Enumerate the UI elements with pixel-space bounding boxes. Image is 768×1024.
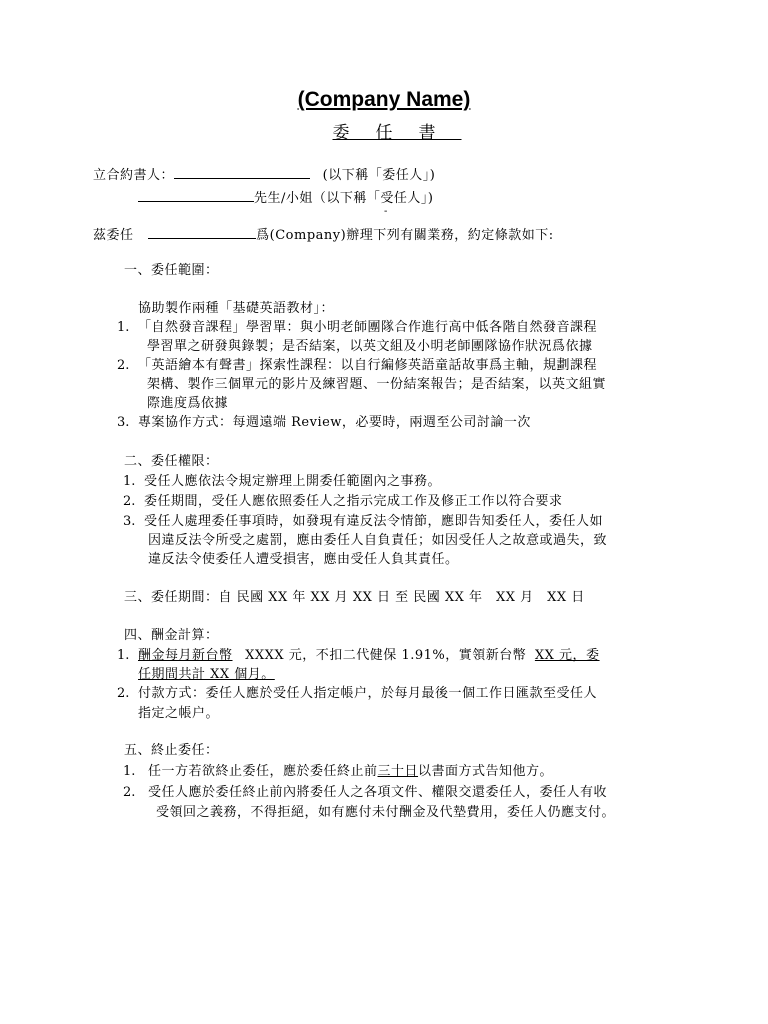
s2-item-1-line1: 受任人應依法令規定辦理上開委任範圍內之事務。 — [144, 474, 442, 489]
principal-blank — [174, 166, 310, 179]
agent-blank — [138, 189, 254, 202]
engage-suffix: 爲(Company)辦理下列有關業務，約定條款如下: — [256, 228, 554, 243]
s1-item-1-line1: 「自然發音課程」學習單：與小明老師團隊合作進行高中低各階自然發音課程 — [138, 320, 598, 335]
s5-item-1-line1 — [148, 764, 553, 780]
s5-item-2-line2: 受領回之義務，不得拒絕，如有應付未付酬金及代墊費用，委任人仍應支付。 — [156, 805, 616, 820]
s1-item-2-num: 2. — [117, 358, 130, 373]
s1-item-1-num: 1. — [117, 320, 130, 335]
party-label: 立合約書人： — [93, 168, 175, 183]
s2-item-3-line2: 因違反法令所受之處罰，應由委任人自負責任；如因受任人之故意或過失，致 — [148, 533, 608, 548]
fee-detail: XXXX 元，不扣二代健保 1.91%，實領新台幣 — [245, 648, 527, 663]
notice-period: 三十日 — [377, 764, 419, 779]
s2-item-3-line3: 違反法令使委任人遭受損害，應由受任人負其責任。 — [148, 552, 459, 567]
s5-item-2-num: 2. — [123, 785, 136, 800]
party-line-1 — [93, 166, 435, 184]
principal-note: (以下稱「委任人」) — [322, 168, 436, 183]
s2-item-2-line1: 委任期間，受任人應依照委任人之指示完成工作及修正工作以符合要求 — [144, 494, 563, 509]
s2-item-3-num: 3. — [123, 514, 136, 529]
s2-item-1-num: 1. — [123, 474, 136, 489]
party-line-2 — [138, 189, 433, 207]
section-3-period: 三、委任期間：自 民國 XX 年 XX 月 XX 日 至 民國 XX 年 XX 月 XX 日 — [124, 590, 585, 605]
page-subtitle: 委任書 — [332, 123, 462, 143]
s4-item-1-line1 — [138, 648, 600, 664]
agent-note: 先生/小姐（以下稱「受任人」) — [254, 191, 434, 206]
s4-item-1-line2: 任期間共計 XX 個月。 — [138, 667, 275, 682]
fee-label: 酬金每月新台幣 — [138, 648, 233, 663]
page-title: (Company Name) — [297, 88, 471, 111]
s4-item-2-num: 2. — [117, 686, 130, 701]
s1-item-3-num: 3. — [117, 415, 130, 430]
termination-notice: 任一方若欲終止委任，應於委任終止前 — [148, 764, 378, 779]
termination-method: 以書面方式告知他方。 — [418, 764, 554, 779]
party-line-3 — [93, 226, 554, 244]
s5-item-1-num: 1. — [123, 764, 136, 779]
section-1-heading: 一、委任範圍： — [124, 263, 219, 278]
section-1-intro: 協助製作兩種「基礎英語教材」： — [138, 301, 335, 316]
fee-net: XX 元，委 — [534, 648, 600, 663]
engage-blank — [148, 226, 256, 239]
s1-item-2-line3: 際進度爲依據 — [147, 396, 229, 411]
s1-item-2-line1: 「英語繪本有聲書」探索性課程：以自行編修英語童話故事爲主軸，規劃課程 — [138, 358, 598, 373]
s1-item-2-line2: 架構、製作三個單元的影片及練習題、一份結案報告；是否結案，以英文組實 — [147, 377, 607, 392]
section-2-heading: 二、委任權限： — [124, 454, 219, 469]
s2-item-2-num: 2. — [123, 494, 136, 509]
s2-item-3-line1: 受任人處理委任事項時，如發現有違反法令情節，應即告知委任人，委任人如 — [144, 514, 604, 529]
s4-item-2-line1: 付款方式：委任人應於受任人指定帳户，於每月最後一個工作日匯款至受任人 — [138, 686, 598, 701]
section-5-heading: 五、終止委任： — [124, 743, 219, 758]
s1-item-1-line2: 學習單之研發與錄製；是否結案，以英文組及小明老師團隊協作狀況爲依據 — [147, 339, 593, 354]
section-4-heading: 四、酬金計算： — [124, 628, 219, 643]
s5-item-2-line1: 受任人應於委任終止前內將委任人之各項文件、權限交還委任人，委任人有收 — [148, 785, 608, 800]
s4-item-2-line2: 指定之帳户。 — [138, 706, 220, 721]
dash-mark: - — [384, 206, 388, 217]
s4-item-1-num: 1. — [117, 648, 130, 663]
engage-prefix: 茲委任 — [93, 228, 134, 243]
s1-item-3-line1: 專案協作方式：每週遠端 Review，必要時，兩週至公司討論一次 — [138, 415, 531, 430]
